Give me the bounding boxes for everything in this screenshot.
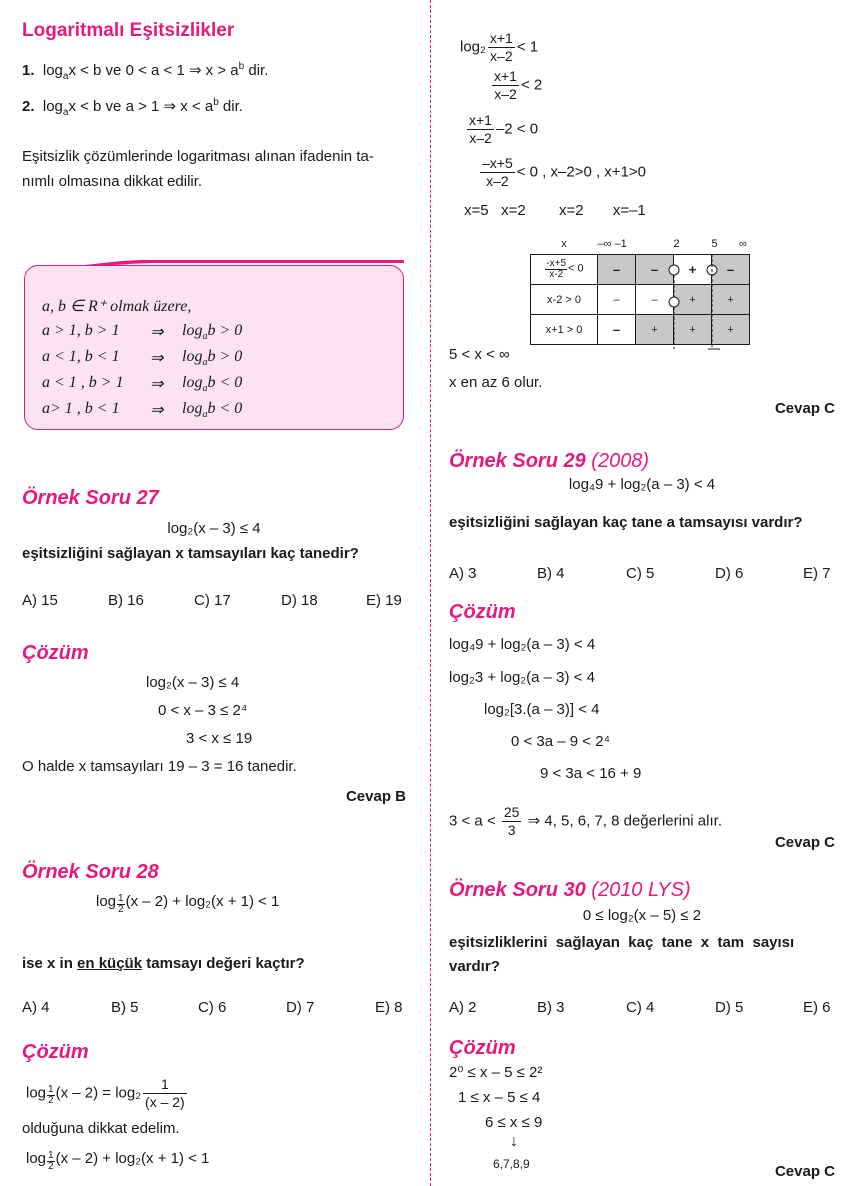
- sign-cell: +: [636, 315, 674, 345]
- sign-cell: +: [712, 315, 750, 345]
- q28-solution-title: Çözüm: [22, 1041, 89, 1063]
- q29-step-6: 3 < a < $\frac{25}{3}$ ⇒ 4, 5, 6, 7, 8 değerlerini alır.: [449, 804, 722, 838]
- q27-question: eşitsizliğini sağlayan x tamsayıları kaç tanedir?: [22, 545, 359, 562]
- q27-answer: Cevap B: [345, 788, 406, 805]
- q28-step-2: olduğuna dikkat edelim.: [22, 1120, 180, 1137]
- rule-1: [22, 62, 268, 80]
- rule-text: dir.: [218, 98, 243, 115]
- rule-2: [22, 98, 243, 116]
- q27-expression: log₂(x – 3) ≤ 4: [167, 520, 261, 537]
- q28-answer: Cevap C: [774, 400, 835, 417]
- q28-option-c[interactable]: C) 6: [198, 999, 227, 1016]
- q27-step-4: O halde x tamsayıları 19 – 3 = 16 tanedir.: [22, 758, 297, 775]
- table-header-cell: 2: [674, 234, 712, 255]
- q30-answer: Cevap C: [774, 1163, 835, 1180]
- q28-option-d[interactable]: D) 7: [286, 999, 315, 1016]
- q29-option-a[interactable]: A) 3: [449, 565, 477, 582]
- q28-title: Örnek Soru 28: [22, 861, 159, 883]
- q30-step-2: 1 ≤ x – 5 ≤ 4: [458, 1089, 541, 1106]
- q30-option-d[interactable]: D) 5: [715, 999, 744, 1016]
- table-header-cell: –∞ –1: [598, 234, 636, 255]
- note-line-2: nımlı olmasına dikkat edilir.: [22, 173, 203, 190]
- box-row: a > 1, b > 1: [42, 322, 120, 339]
- sign-cell: –: [598, 255, 636, 285]
- q30-option-b[interactable]: B) 3: [537, 999, 565, 1016]
- down-arrow-icon: ↓: [510, 1133, 518, 1150]
- q30-step-3: 6 ≤ x ≤ 9: [485, 1114, 543, 1131]
- q29-step-1: log₄9 + log₂(a – 3) < 4: [449, 636, 596, 653]
- rule-number: 2.: [22, 98, 35, 115]
- box-row-result: $\log_ab < 0$: [182, 374, 243, 395]
- box-row-result: $\log_ab > 0$: [182, 348, 243, 369]
- q30-solution-title: Çözüm: [449, 1037, 516, 1059]
- q27-step-1: log₂(x – 3) ≤ 4: [146, 674, 240, 691]
- rule-text: dir.: [244, 62, 269, 79]
- box-row: a < 1, b < 1: [42, 348, 120, 365]
- q30-question-line-2: vardır?: [449, 958, 500, 975]
- q30-option-a[interactable]: A) 2: [449, 999, 477, 1016]
- boundary-markers: [660, 254, 720, 354]
- sign-cell: –: [598, 315, 636, 345]
- q29-option-e[interactable]: E) 7: [803, 565, 831, 582]
- box-row-result: $\log_ab > 0$: [182, 322, 243, 343]
- q29-step-4: 0 < 3a – 9 < 2⁴: [511, 733, 611, 750]
- rule-text: x < b ve 0 < a < 1 ⇒ x > a: [68, 62, 239, 79]
- q29-expression: log₄9 + log₂(a – 3) < 4: [568, 476, 716, 493]
- table-header-cell: [636, 234, 674, 255]
- row-label: x-2 > 0: [531, 285, 598, 315]
- rule-sup: b: [213, 97, 219, 108]
- q29-option-d[interactable]: D) 6: [715, 565, 744, 582]
- q28-option-e[interactable]: E) 8: [375, 999, 403, 1016]
- rule-text: log: [42, 62, 63, 79]
- q28-expression: log $\frac{1}{2}$ (x – 2) + log₂(x + 1) < 1: [96, 892, 280, 915]
- q30-step-1: 2⁰ ≤ x – 5 ≤ 2²: [449, 1064, 543, 1081]
- q29-option-b[interactable]: B) 4: [537, 565, 565, 582]
- q29-step-3: log₂[3.(a – 3)] < 4: [484, 701, 600, 718]
- cont-conclusion: x en az 6 olur.: [449, 374, 543, 391]
- note-line-1: Eşitsizlik çözümlerinde logaritması alınan ifadenin ta-: [22, 148, 374, 165]
- sign-cell: +: [674, 255, 712, 285]
- cont-step-2: $\frac{x+1}{x-2}$ < 2: [494, 68, 543, 102]
- q28-step-1: log $\frac{1}{2}$ (x – 2) = log₂ $\frac{1}{(x - 2)}$: [26, 1076, 185, 1110]
- rule-text: log: [42, 98, 63, 115]
- rule-number: 1.: [22, 62, 35, 79]
- cont-result: 5 < x < ∞: [449, 346, 510, 363]
- sign-cell: +: [674, 285, 712, 315]
- section-title: Logaritmalı Eşitsizlikler: [22, 20, 235, 41]
- cont-step-4: $\frac{-x+5}{x-2}$ < 0 , x–2>0 , x+1>0: [482, 155, 647, 189]
- arrow-icon: ⇒: [150, 402, 164, 419]
- q29-solution-title: Çözüm: [449, 601, 516, 623]
- q27-option-e[interactable]: E) 19: [366, 592, 402, 609]
- q30-step-5: 6,7,8,9: [493, 1157, 530, 1171]
- q30-option-e[interactable]: E) 6: [803, 999, 831, 1016]
- q27-title: Örnek Soru 27: [22, 487, 159, 509]
- cont-step-1: log₂ $\frac{x+1}{x-2}$ < 1: [460, 30, 539, 64]
- q29-answer: Cevap C: [774, 834, 835, 851]
- q29-step-2: log₂3 + log₂(a – 3) < 4: [449, 669, 595, 686]
- table-header-x: x: [531, 234, 598, 255]
- sign-cell: –: [636, 255, 674, 285]
- column-divider: [430, 0, 431, 1186]
- q27-option-b[interactable]: B) 16: [108, 592, 144, 609]
- rule-text: x < b ve a > 1 ⇒ x < a: [68, 98, 214, 115]
- box-intro: a, b ∈ R⁺ olmak üzere,: [42, 298, 192, 315]
- sign-cell: –: [598, 285, 636, 315]
- q30-option-c[interactable]: C) 4: [626, 999, 655, 1016]
- table-header-cell: 5 ∞: [712, 234, 750, 255]
- cont-roots: x=5 x=2 x=2 x=–1: [464, 202, 646, 219]
- q28-option-b[interactable]: B) 5: [111, 999, 139, 1016]
- arrow-icon: ⇒: [150, 350, 164, 367]
- sign-cell: +: [674, 315, 712, 345]
- rule-sub: a: [62, 71, 69, 82]
- rule-sup: b: [238, 61, 245, 72]
- q27-option-c[interactable]: C) 17: [194, 592, 231, 609]
- sign-cell: +: [712, 285, 750, 315]
- box-row: a> 1 , b < 1: [42, 400, 120, 417]
- q30-expression: 0 ≤ log₂(x – 5) ≤ 2: [582, 907, 702, 924]
- arrow-icon: ⇒: [150, 376, 164, 393]
- q29-question: eşitsizliğini sağlayan kaç tane a tamsayısı vardır?: [449, 514, 803, 531]
- arrow-icon: ⇒: [150, 324, 164, 341]
- q27-option-d[interactable]: D) 18: [281, 592, 318, 609]
- q29-title: Örnek Soru 29 (2008): [449, 450, 650, 472]
- q30-title: Örnek Soru 30 (2010 LYS): [449, 879, 691, 901]
- q29-option-c[interactable]: C) 5: [626, 565, 655, 582]
- q27-step-3: 3 < x ≤ 19: [186, 730, 253, 747]
- q28-step-3: log $\frac{1}{2}$ (x – 2) + log₂(x + 1) < 1: [26, 1149, 210, 1172]
- q27-option-a[interactable]: A) 15: [22, 592, 58, 609]
- row-label: $\frac{-x+5}{x-2}$ < 0: [531, 255, 598, 285]
- q28-option-a[interactable]: A) 4: [22, 999, 50, 1016]
- box-row: a < 1 , b > 1: [42, 374, 124, 391]
- cont-step-3: $\frac{x+1}{x-2}$ –2 < 0: [469, 112, 539, 146]
- q28-question: ise x in en küçük tamsayı değeri kaçtır?: [22, 955, 305, 972]
- row-label: x+1 > 0: [531, 315, 598, 345]
- q27-step-2: 0 < x – 3 ≤ 2⁴: [158, 702, 248, 719]
- box-row-result: $\log_ab < 0$: [182, 400, 243, 421]
- q27-solution-title: Çözüm: [22, 642, 89, 664]
- q29-step-5: 9 < 3a < 16 + 9: [540, 765, 642, 782]
- sign-cell: –: [712, 255, 750, 285]
- rule-sub: a: [62, 107, 69, 118]
- q30-question-line-1: eşitsizliklerini sağlayan kaç tane x tam sayısı: [449, 934, 795, 951]
- sign-cell: –: [636, 285, 674, 315]
